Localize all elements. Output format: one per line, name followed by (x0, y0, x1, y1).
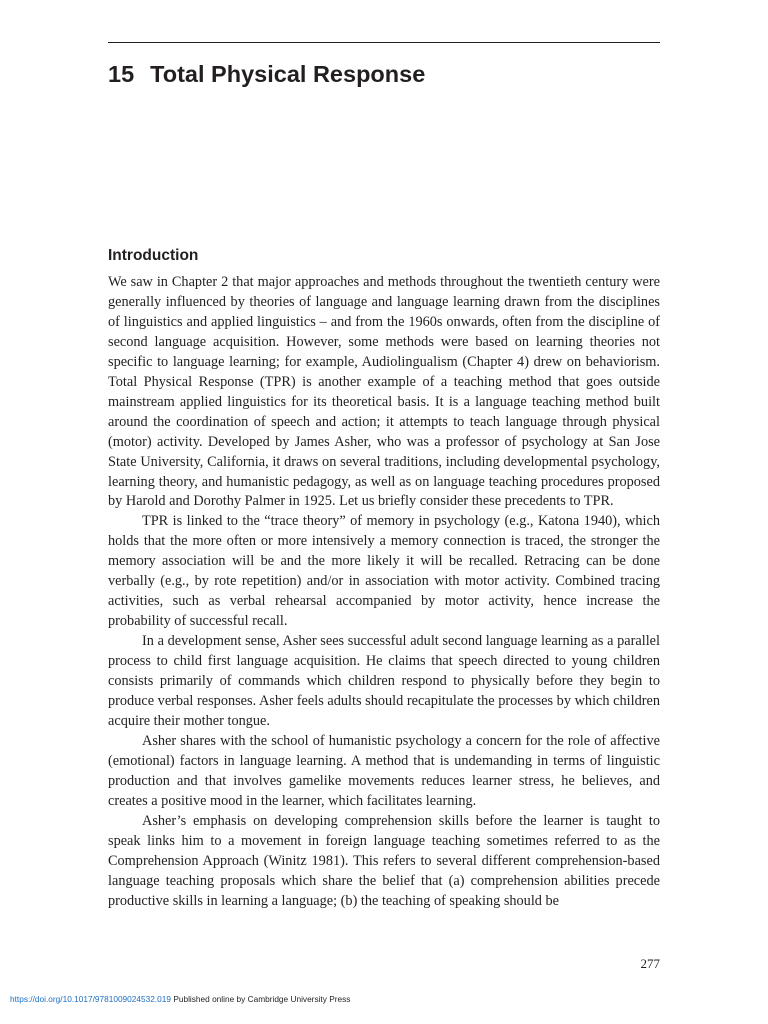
paragraph-4: Asher shares with the school of humanistic psychology a concern for the role of affective (emotional) factors in language learning. A method that is undemanding in terms of linguistic production and that involves gamelike movements reduces learner stress, he believes, and creates a positive mood in the learner, which facilitates learning. (108, 732, 660, 809)
page-number: 277 (640, 956, 660, 971)
paragraph-3: In a development sense, Asher sees successful adult second language learning as a parallel process to child first language acquisition. He claims that speech directed to young children consists primarily of commands which children respond to physically before they begin to produce verbal responses. Asher feels adults should recapitulate the processes by which children acquire their mother tongue. (108, 633, 660, 729)
header-rule (108, 42, 660, 43)
chapter-title: Total Physical Response (150, 61, 426, 87)
publisher-note: Published online by Cambridge University Press (171, 994, 351, 1004)
chapter-number: 15 (108, 61, 135, 87)
paragraph-2: TPR is linked to the “trace theory” of memory in psychology (e.g., Katona 1940), which holds that the more often or more intensively a memory connection is traced, the stronger the memory association will be and the more likely it will be recalled. Retracing can be done verbally (e.g., by rote repetition) and/or in association with motor activity. Combined tracing activities, such as verbal rehearsal accompanied by motor activity, hence increase the probability of successful recall. (108, 513, 660, 630)
section-heading: Introduction (108, 247, 199, 264)
doi-link[interactable]: https://doi.org/10.1017/9781009024532.019 (10, 994, 172, 1004)
body-text (108, 273, 660, 912)
paragraph-5: Asher’s emphasis on developing comprehension skills before the learner is taught to speak links him to a movement in foreign language teaching sometimes referred to as the Comprehension Approach (Winitz 1981). This refers to several different comprehension-based language teaching proposals which share the belief that (a) comprehension abilities precede productive skills in learning a language; (b) the teaching of speaking should be (108, 812, 660, 909)
paragraph-1: We saw in Chapter 2 that major approaches and methods throughout the twentieth century were generally influenced by theories of language and language learning drawn from the disciplines of linguistics and applied linguistics – and from the 1960s onwards, often from the discipline of second language acquisition. However, some methods were based on learning theories not specific to language learning; for example, Audiolingualism (Chapter 4) drew on behaviorism. Total Physical Response (TPR) is another example of a teaching method that goes outside mainstream applied linguistics for its theoretical basis. It is a language teaching method built around the coordination of speech and action; it attempts to teach language through physical (motor) activity. Developed by James Asher, who was a professor of psychology at San Jose State University, California, it draws on several traditions, including developmental psychology, learning theory, and humanistic pedagogy, as well as on language teaching procedures proposed by Harold and Dorothy Palmer in 1925. Let us briefly consider these precedents to TPR. (108, 274, 660, 510)
footer (10, 993, 350, 1005)
chapter-heading (108, 58, 425, 90)
